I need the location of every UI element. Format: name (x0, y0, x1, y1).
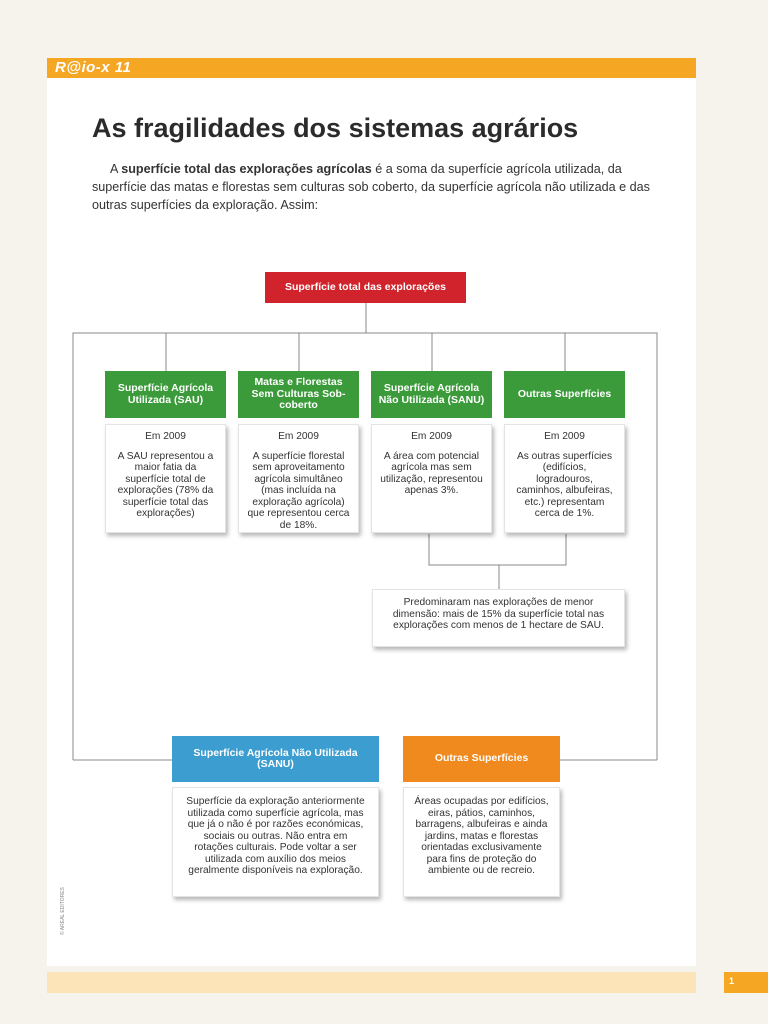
root-box: Superfície total das explorações (265, 272, 466, 303)
copyright-note: © AREAL EDITORES (60, 887, 66, 935)
detail-text: A SAU representou a maior fatia da superfície total de explorações (78% da superfície total das explorações) (117, 450, 214, 519)
definition-outras-text: Áreas ocupadas por edifícios, eiras, pátios, caminhos, barragens, albufeiras e ainda jardins, matas e florestas orientadas exclusivamente para fins de proteção do ambiente ou de recreio. (403, 787, 560, 897)
page-title: As fragilidades dos sistemas agrários (92, 113, 579, 143)
category-sau-header: Superfície Agrícola Utilizada (SAU) (105, 371, 226, 418)
intro-rest: é a soma da superfície agrícola utilizada, da superfície das matas e florestas sem culturas sob coberto, da superfície agrícola não utilizada e das outras superfícies da exploração. Assim: (92, 162, 650, 212)
intro-bold: superfície total das explorações agrícolas (121, 162, 372, 176)
header-label: R@io-x 11 (55, 59, 132, 76)
summary-box: Predominaram nas explorações de menor dimensão: mais de 15% da superfície total nas explorações com menos de 1 hectare de SAU. (372, 589, 625, 647)
detail-year: Em 2009 (145, 431, 186, 442)
category-matas-header: Matas e Florestas Sem Culturas Sob-coberto (238, 371, 359, 418)
detail-text: A superfície florestal sem aproveitamento agrícola simultâneo (mas incluída na exploração agrícola) que representou cerca de 18%. (247, 450, 350, 531)
page-number-tab (724, 972, 768, 993)
category-matas-detail (238, 424, 359, 533)
category-sau-detail (105, 424, 226, 533)
detail-year: Em 2009 (544, 431, 585, 442)
merge-connector (429, 534, 566, 565)
category-sanu-header: Superfície Agrícola Não Utilizada (SANU) (371, 371, 492, 418)
page-number: 1 (729, 976, 735, 986)
definition-sanu-header: Superfície Agrícola Não Utilizada (SANU) (172, 736, 379, 782)
definition-sanu-text: Superfície da exploração anteriormente utilizada como superfície agrícola, mas que já o não é por razões económicas, sociais ou outras. Não entra em rotações culturais. Pode voltar a ser utilizada com auxílio dos meios geralmente disponíveis na exploração. (172, 787, 379, 897)
detail-year: Em 2009 (411, 431, 452, 442)
footer-bar (47, 972, 696, 993)
category-outras-detail (504, 424, 625, 533)
definition-outras-header: Outras Superfícies (403, 736, 560, 782)
intro-prefix: A (110, 162, 122, 176)
category-sanu-detail (371, 424, 492, 533)
detail-text: A área com potencial agrícola mas sem utilização, representou apenas 3%. (380, 450, 483, 496)
detail-text: As outras superfícies (edifícios, logradouros, caminhos, albufeiras, etc.) representam cerca de 1%. (516, 450, 613, 519)
detail-year: Em 2009 (278, 431, 319, 442)
category-outras-header: Outras Superfícies (504, 371, 625, 418)
